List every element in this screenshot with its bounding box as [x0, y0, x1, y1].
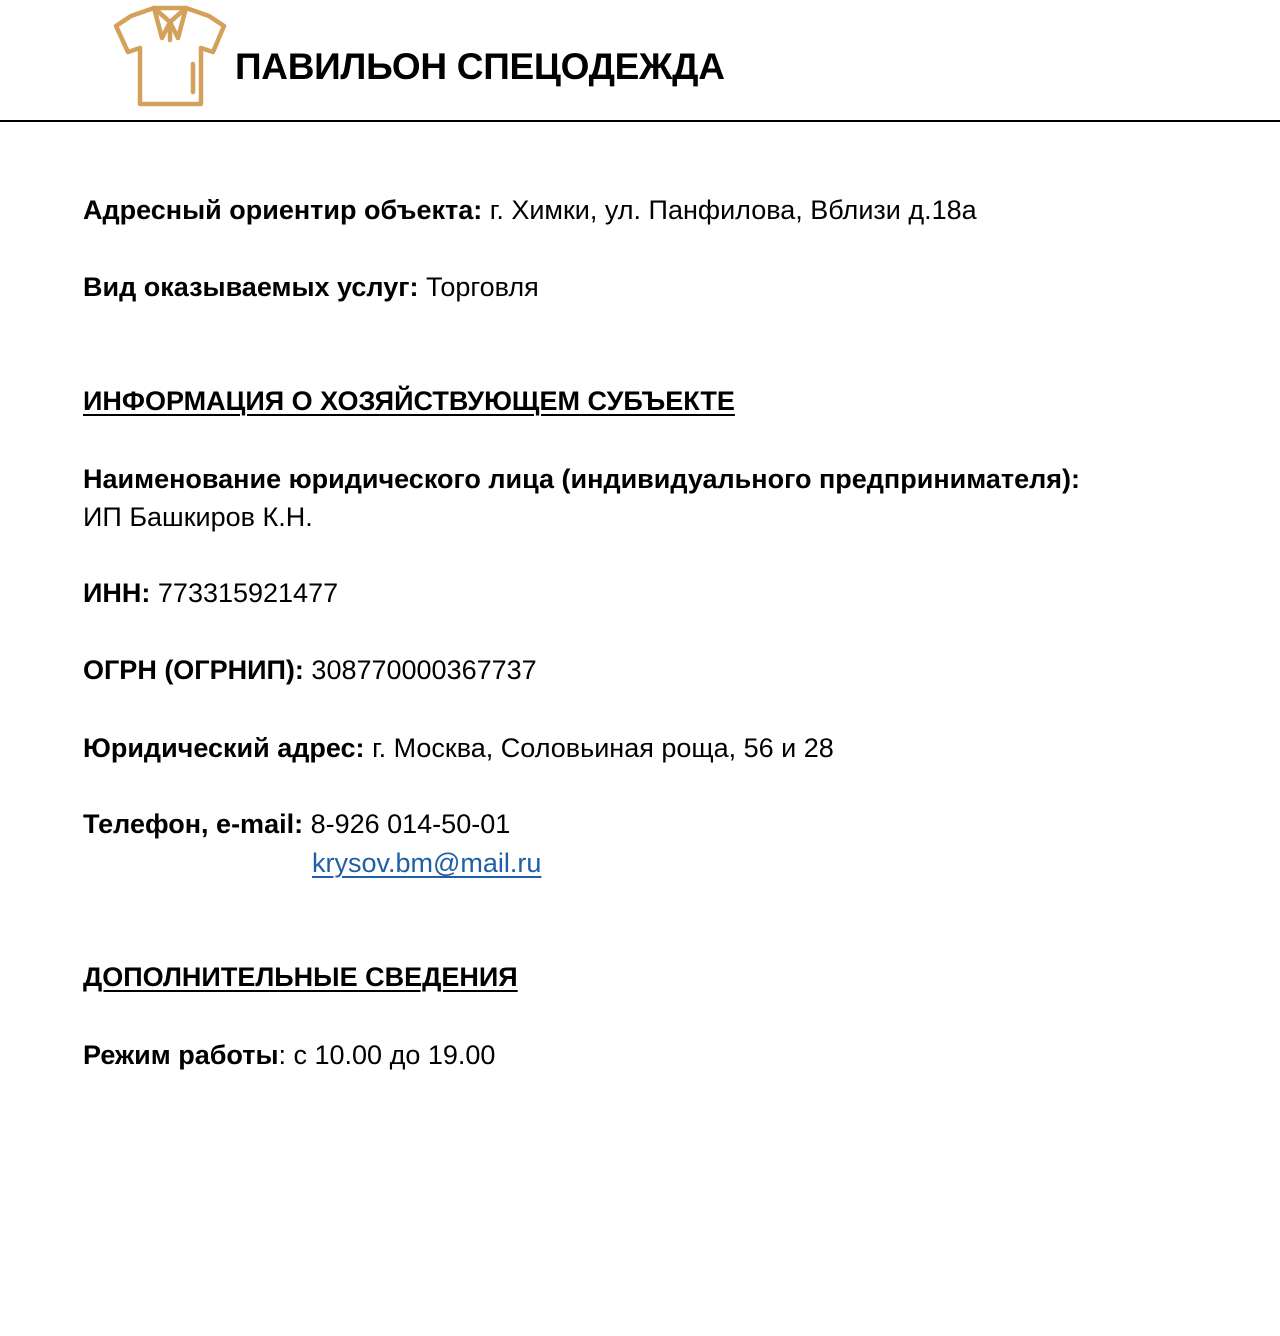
entity-section-heading: ИНФОРМАЦИЯ О ХОЗЯЙСТВУЮЩЕМ СУБЪЕКТЕ — [83, 386, 735, 416]
inn-label: ИНН: — [83, 578, 151, 608]
hours-row — [83, 1036, 495, 1074]
page-header — [0, 0, 1280, 122]
shirt-icon — [112, 4, 228, 108]
header-divider — [0, 120, 1280, 122]
contacts-row — [83, 805, 510, 843]
additional-section-heading: ДОПОЛНИТЕЛЬНЫЕ СВЕДЕНИЯ — [83, 962, 518, 992]
email-row — [312, 844, 541, 882]
inn-row — [83, 574, 338, 612]
email-link[interactable]: krysov.bm@mail.ru — [312, 848, 542, 878]
legal-address-label: Юридический адрес: — [83, 733, 365, 763]
ogrn-row — [83, 651, 537, 689]
address-value: г. Химки, ул. Панфилова, Вблизи д.18а — [482, 195, 977, 225]
entity-name-row — [83, 460, 1080, 498]
hours-label: Режим работы — [83, 1040, 279, 1070]
legal-address-row — [83, 729, 834, 767]
legal-address-value: г. Москва, Соловьиная роща, 56 и 28 — [364, 733, 834, 763]
hours-value: : с 10.00 до 19.00 — [278, 1040, 496, 1070]
entity-name-label: Наименование юридического лица (индивидуального предпринимателя): — [83, 464, 1080, 494]
service-label: Вид оказываемых услуг: — [83, 272, 419, 302]
address-label: Адресный ориентир объекта: — [83, 195, 483, 225]
entity-name-value-row — [83, 498, 313, 536]
phone-value: 8-926 014-50-01 — [303, 809, 511, 839]
ogrn-label: ОГРН (ОГРНИП): — [83, 655, 304, 685]
service-value: Торговля — [418, 272, 539, 302]
contacts-label: Телефон, e-mail: — [83, 809, 304, 839]
ogrn-value: 308770000367737 — [303, 655, 537, 685]
entity-name-value: ИП Башкиров К.Н. — [83, 502, 313, 532]
service-row — [83, 268, 539, 306]
address-row — [83, 191, 977, 229]
inn-value: 773315921477 — [150, 578, 339, 608]
page-title: ПАВИЛЬОН СПЕЦОДЕЖДА — [235, 46, 725, 87]
